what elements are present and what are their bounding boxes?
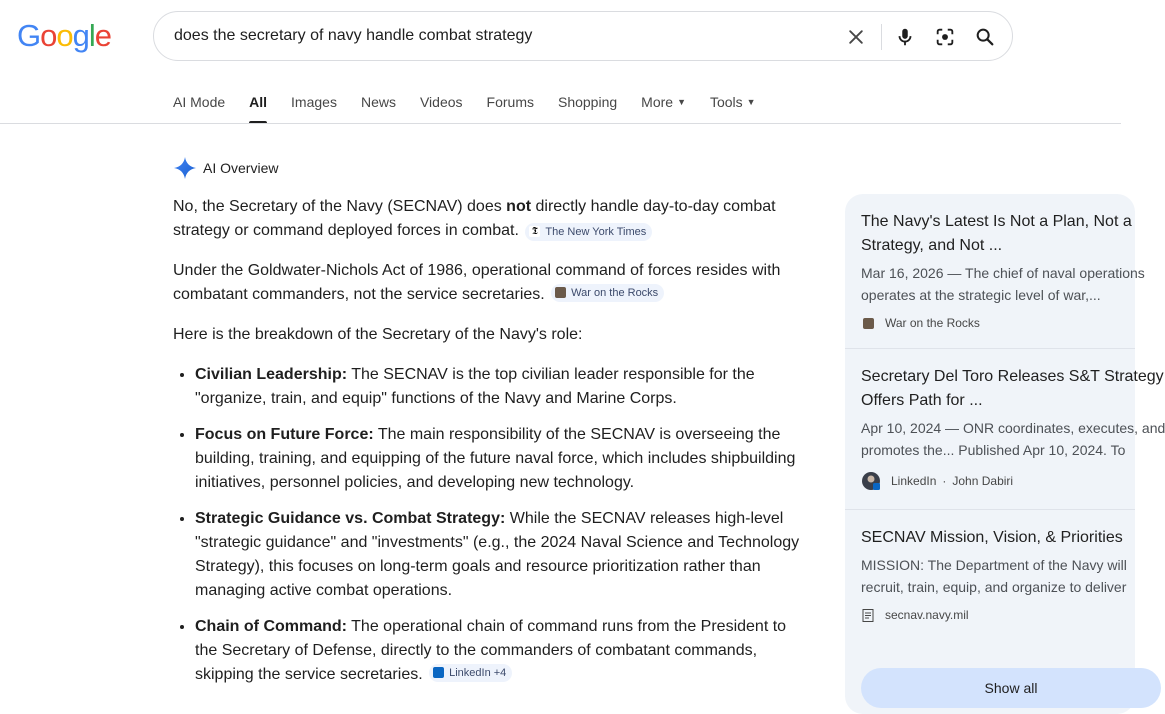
war-on-the-rocks-icon	[861, 316, 875, 330]
search-input[interactable]: does the secretary of navy handle combat strategy	[174, 27, 533, 44]
logo-letter: o	[40, 18, 57, 53]
ai-paragraph: Here is the breakdown of the Secretary of the Navy's role:	[173, 326, 583, 343]
source-snippet: promotes the... Published Apr 10, 2024. To	[861, 442, 1126, 458]
logo-letter: o	[56, 18, 73, 53]
list-item	[195, 615, 803, 687]
logo-letter: e	[94, 18, 112, 53]
list-item	[195, 423, 803, 495]
bullet-title: Chain of Command:	[195, 618, 347, 635]
source-snippet: recruit, train, equip, and organize to deliver	[861, 579, 1127, 595]
avatar	[861, 471, 881, 491]
nyt-icon: 𝕿	[529, 226, 540, 237]
ai-overview-title: AI Overview	[203, 160, 279, 176]
tab-forums[interactable]	[487, 92, 534, 124]
tab-label: Tools	[709, 94, 743, 110]
divider	[845, 509, 1135, 510]
source-card[interactable]	[861, 210, 1145, 330]
linkedin-icon	[433, 667, 444, 678]
source-card[interactable]	[861, 526, 1131, 622]
source-site	[861, 471, 1131, 491]
divider	[845, 348, 1135, 349]
caret-down-icon: ▼	[677, 97, 686, 107]
tab-label: News	[360, 94, 396, 110]
chip-label: The New York Times	[545, 225, 647, 238]
logo-letter: l	[88, 18, 95, 53]
source-title[interactable]: Secretary Del Toro Releases S&T Strategy	[861, 368, 1164, 385]
citation-chip[interactable]	[551, 284, 664, 302]
tab-news[interactable]	[361, 92, 396, 124]
site-name: secnav.navy.mil	[885, 608, 969, 622]
tab-label: All	[249, 94, 268, 110]
ai-overview-body	[173, 195, 803, 699]
chip-label: LinkedIn +4	[449, 666, 507, 679]
search-icon[interactable]	[973, 25, 997, 49]
tab-tools[interactable]	[710, 92, 756, 124]
war-on-the-rocks-icon	[555, 287, 566, 298]
list-item	[195, 363, 803, 411]
close-icon[interactable]	[844, 25, 868, 49]
chip-label: War on the Rocks	[571, 286, 659, 299]
gemini-sparkle-icon	[173, 156, 197, 180]
show-all-button[interactable]: Show all	[861, 668, 1161, 708]
tab-more[interactable]	[641, 92, 686, 124]
ai-paragraph	[173, 195, 803, 243]
separator-dot: ·	[942, 474, 947, 488]
source-title[interactable]: Offers Path for ...	[861, 392, 983, 409]
source-snippet: operates at the strategic level of war,...	[861, 287, 1101, 303]
tab-videos[interactable]	[420, 92, 463, 124]
caret-down-icon: ▼	[746, 97, 756, 107]
ai-overview-header	[173, 156, 278, 180]
bullet-title: Strategic Guidance vs. Combat Strategy:	[195, 510, 506, 527]
logo-letter: g	[72, 18, 89, 53]
search-tabs	[173, 92, 780, 124]
bullet-text: While the SECNAV releases high-level "strategic guidance" and "investments" (e.g., the 2024 Naval Science and Technology Strategy), this focuses on long-term goals and resource prioritization rather than managing active combat operations.	[195, 510, 800, 599]
tab-all[interactable]	[249, 92, 267, 124]
author-name: John Dabiri	[952, 474, 1014, 488]
bullet-title: Civilian Leadership:	[195, 366, 348, 383]
source-site	[861, 608, 1131, 622]
list-item	[195, 507, 803, 603]
sources-panel	[845, 194, 1165, 714]
tab-label: AI Mode	[173, 94, 226, 110]
logo-letter: G	[17, 18, 41, 53]
source-snippet: Mar 16, 2026 — The chief of naval operations	[861, 265, 1145, 281]
tab-label: Images	[291, 94, 337, 110]
bullet-text: The SECNAV is the top civilian leader responsible for the "organize, train, and equip" functions of the Navy and Marine Corps.	[195, 366, 755, 407]
tab-ai-mode[interactable]	[173, 92, 225, 124]
tab-label: Videos	[419, 94, 463, 110]
source-card[interactable]	[861, 365, 1165, 491]
source-title[interactable]: Strategy, and Not ...	[861, 237, 1003, 254]
site-name: LinkedIn	[891, 474, 937, 488]
ai-text: Under the Goldwater-Nichols Act of 1986, operational command of forces resides with combatant commanders, not the service secretaries.	[173, 262, 781, 303]
ai-paragraph	[173, 259, 803, 307]
tab-label: Forums	[486, 94, 534, 110]
source-snippet: Apr 10, 2024 — ONR coordinates, executes, and	[861, 420, 1165, 436]
camera-lens-icon[interactable]	[933, 25, 957, 49]
source-title[interactable]: SECNAV Mission, Vision, & Priorities	[861, 529, 1123, 546]
search-divider	[881, 24, 882, 50]
search-box[interactable]	[153, 11, 1013, 61]
citation-chip[interactable]	[525, 223, 652, 241]
bullet-text: The main responsibility of the SECNAV is overseeing the building, training, and equipping of the future naval force, which includes shipbuilding initiatives, personnel policies, and developing new technology.	[195, 426, 796, 491]
document-icon	[861, 608, 875, 622]
source-title[interactable]: The Navy's Latest Is Not a Plan, Not a	[861, 213, 1132, 230]
ai-bullet-list	[173, 363, 803, 687]
citation-chip[interactable]	[429, 664, 512, 682]
source-site	[861, 316, 1131, 330]
site-name: War on the Rocks	[885, 316, 980, 330]
google-logo[interactable]	[17, 18, 111, 54]
tabs-divider	[0, 123, 1121, 124]
tab-label: Shopping	[557, 94, 618, 110]
ai-text-bold: not	[506, 198, 532, 215]
ai-text: No, the Secretary of the Navy (SECNAV) does	[173, 198, 507, 215]
ai-text: directly handle day-to-day combat strategy or command deployed forces in combat.	[173, 198, 776, 239]
tab-images[interactable]	[291, 92, 337, 124]
bullet-text: The operational chain of command runs from the President to the Secretary of Defense, directly to the commanders of combatant commands, skipping the service secretaries.	[195, 618, 787, 683]
tab-shopping[interactable]	[558, 92, 617, 124]
tab-label: More	[641, 94, 674, 110]
mic-icon[interactable]	[893, 25, 917, 49]
bullet-title: Focus on Future Force:	[195, 426, 374, 443]
source-snippet: MISSION: The Department of the Navy will	[861, 557, 1127, 573]
